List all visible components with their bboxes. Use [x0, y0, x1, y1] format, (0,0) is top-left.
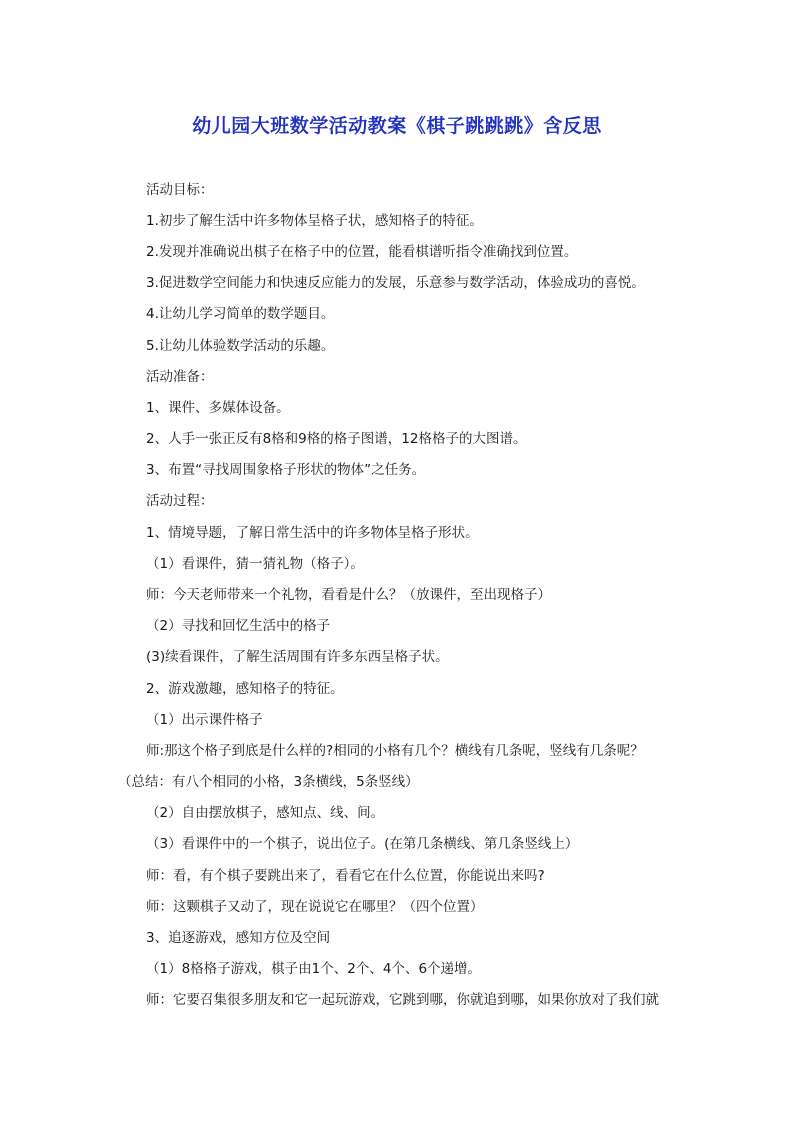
paragraph-line: （1）看课件，猜一猜礼物（格子）。 [146, 556, 364, 572]
paragraph-line: （1）出示课件格子 [146, 712, 263, 728]
paragraph-line: 2.发现并准确说出棋子在格子中的位置，能看棋谱听指令准确找到位置。 [146, 244, 578, 260]
paragraph-line: 师：这颗棋子又动了，现在说说它在哪里？（四个位置） [146, 899, 484, 915]
paragraph-line: 1、情境导题，了解日常生活中的许多物体呈格子形状。 [146, 525, 479, 541]
paragraph-line: 师:那这个格子到底是什么样的?相同的小格有几个？横线有几条呢，竖线有几条呢？ [146, 743, 644, 759]
paragraph-line: 2、人手一张正反有8格和9格的格子图谱，12格格子的大图谱。 [146, 431, 527, 447]
paragraph-line: 2、游戏激趣，感知格子的特征。 [146, 681, 344, 697]
paragraph-line: 3.促进数学空间能力和快速反应能力的发展，乐意参与数学活动，体验成功的喜悦。 [146, 275, 645, 291]
paragraph-line: 师：它要召集很多朋友和它一起玩游戏，它跳到哪，你就追到哪，如果你放对了我们就 [146, 992, 659, 1008]
paragraph-line: 5.让幼儿体验数学活动的乐趣。 [146, 338, 335, 354]
section-heading-preparation: 活动准备： [146, 369, 214, 385]
paragraph-line: (3)续看课件，了解生活周围有许多东西呈格子状。 [146, 649, 449, 665]
paragraph-line: 1.初步了解生活中许多物体呈格子状，感知格子的特征。 [146, 213, 483, 229]
paragraph-line: （1）8格格子游戏，棋子由1个、2个、4个、6个递增。 [146, 961, 482, 977]
paragraph-line: 师：看，有个棋子要跳出来了，看看它在什么位置，你能说出来吗? [146, 868, 545, 884]
paragraph-line: （3）看课件中的一个棋子，说出位子。(在第几条横线、第几条竖线上） [146, 836, 579, 852]
document-title: 幼儿园大班数学活动教案《棋子跳跳跳》含反思 [192, 115, 602, 137]
paragraph-line: 3、布置“寻找周围象格子形状的物体”之任务。 [146, 462, 426, 478]
paragraph-line: （2）寻找和回忆生活中的格子 [146, 618, 331, 634]
paragraph-line: （总结：有八个相同的小格，3条横线，5条竖线） [118, 774, 419, 790]
paragraph-line: 3、追逐游戏，感知方位及空间 [146, 930, 331, 946]
paragraph-line: 1、课件、多媒体设备。 [146, 400, 290, 416]
section-heading-process: 活动过程： [146, 493, 214, 509]
paragraph-line: （2）自由摆放棋子，感知点、线、间。 [146, 805, 385, 821]
paragraph-line: 4.让幼儿学习简单的数学题目。 [146, 306, 335, 322]
paragraph-line: 师：今天老师带来一个礼物，看看是什么？（放课件，至出现格子） [146, 587, 551, 603]
section-heading-goals: 活动目标： [146, 182, 214, 198]
